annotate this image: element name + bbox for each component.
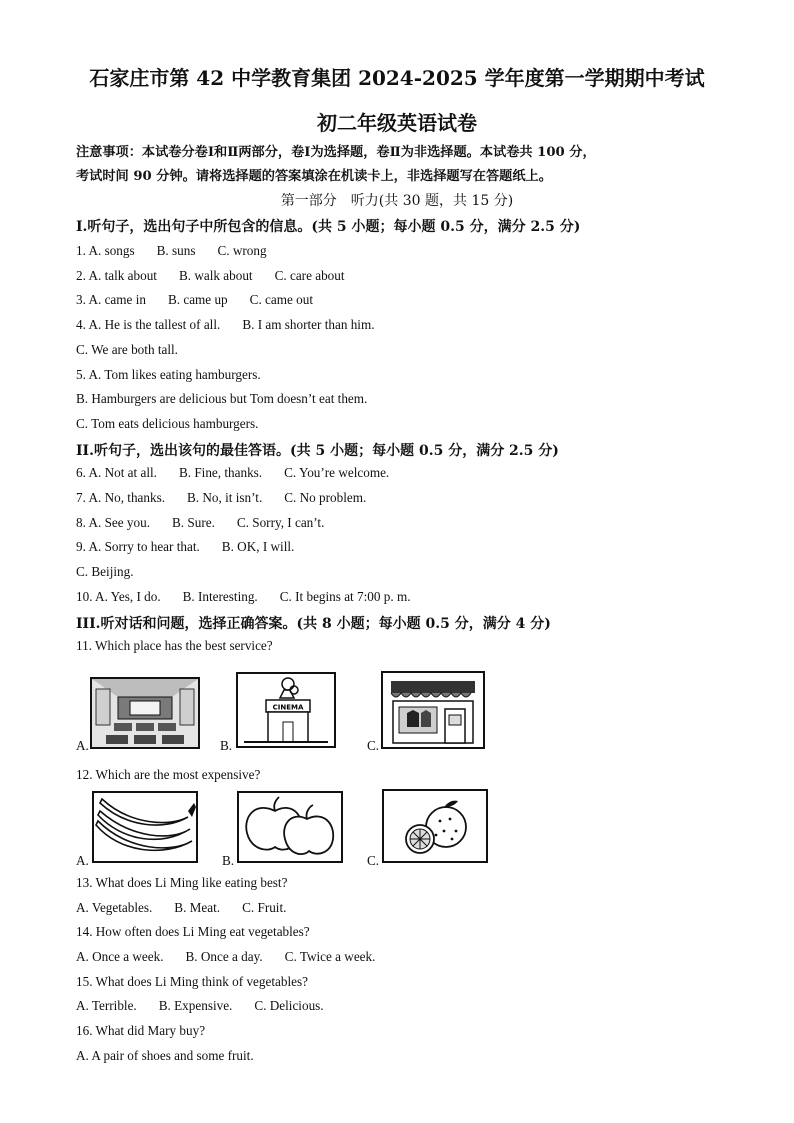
option-c: C. Fruit. <box>242 900 287 915</box>
clothes-store-picture <box>381 671 485 749</box>
option-b: B. walk about <box>178 268 253 283</box>
question-9-option-c: C. Beijing. <box>76 564 134 579</box>
option-b: B. Once a day. <box>185 949 263 964</box>
picture-label-c: C. <box>367 738 380 753</box>
exam-title: 石家庄市第 42 中学教育集团 2024-2025 学年度第一学期期中考试 <box>89 66 705 90</box>
question-16: 16. What did Mary buy? <box>76 1023 206 1038</box>
option-b: B. I am shorter than him. <box>242 317 375 332</box>
option-b: B. Sure. <box>172 515 215 530</box>
option-c: C. It begins at 7:00 p. m. <box>279 589 411 604</box>
option-a: 9. A. Sorry to hear that. <box>76 539 200 554</box>
option-a: 8. A. See you. <box>76 515 150 530</box>
question-5-option-b: B. Hamburgers are delicious but Tom doesn’t eat them. <box>76 391 368 406</box>
option-a: 3. A. came in <box>76 292 146 307</box>
question-15: 15. What does Li Ming think of vegetables? <box>76 974 308 989</box>
question-10 <box>76 589 433 605</box>
question-13-options <box>76 900 308 916</box>
option-a: 7. A. No, thanks. <box>76 490 166 505</box>
notice-line-2: 考试时间 90 分钟。请将选择题的答案填涂在机读卡上，非选择题写在答题纸上。 <box>76 169 552 184</box>
notice-line-1: 注意事项：本试卷分卷Ⅰ和Ⅱ两部分，卷Ⅰ为选择题，卷Ⅱ为非选择题。本试卷共 100 分， <box>76 145 596 160</box>
question-5-option-a: 5. A. Tom likes eating hamburgers. <box>76 367 261 382</box>
option-c: C. You’re welcome. <box>284 465 390 480</box>
option-c: C. wrong <box>217 243 267 258</box>
option-c: C. No problem. <box>284 490 367 505</box>
option-b: B. Expensive. <box>158 998 233 1013</box>
question-14: 14. How often does Li Ming eat vegetables? <box>76 924 310 939</box>
question-2 <box>76 268 367 284</box>
option-c: C. Delicious. <box>254 998 324 1013</box>
section-heading-2: II.听句子，选出该句的最佳答语。(共 5 小题；每小题 0.5 分，满分 2.5 分) <box>76 443 559 459</box>
option-a: 2. A. talk about <box>76 268 157 283</box>
option-a: 6. A. Not at all. <box>76 465 157 480</box>
cinema-sign: CINEMA <box>272 703 304 712</box>
question-3 <box>76 292 335 308</box>
notice <box>76 141 726 189</box>
question-15-options <box>76 998 346 1014</box>
question-4 <box>76 317 397 333</box>
option-b: B. Fine, thanks. <box>178 465 263 480</box>
question-14-options <box>76 949 397 965</box>
question-1 <box>76 243 289 259</box>
question-4-option-c: C. We are both tall. <box>76 342 178 357</box>
option-b: B. Interesting. <box>182 589 258 604</box>
option-a: 1. A. songs <box>76 243 135 258</box>
section-heading-1: I.听句子，选出句子中所包含的信息。(共 5 小题；每小题 0.5 分，满分 2.5 分) <box>76 219 581 235</box>
option-b: B. suns <box>156 243 196 258</box>
question-5-option-c: C. Tom eats delicious hamburgers. <box>76 416 259 431</box>
picture-label-c: C. <box>367 853 380 868</box>
picture-label-b: B. <box>222 853 235 868</box>
option-a: A. Terrible. <box>76 998 137 1013</box>
classroom-picture <box>90 677 200 749</box>
option-b: B. OK, I will. <box>221 539 295 554</box>
option-b: B. came up <box>167 292 228 307</box>
section-heading-3: III.听对话和问题，选择正确答案。(共 8 小题；每小题 0.5 分，满分 4 分) <box>76 616 551 632</box>
question-12: 12. Which are the most expensive? <box>76 767 261 782</box>
option-a: A. Once a week. <box>76 949 164 964</box>
option-a: A. Vegetables. <box>76 900 153 915</box>
picture-label-a: A. <box>76 853 89 868</box>
picture-label-a: A. <box>76 738 89 753</box>
option-c: C. came out <box>249 292 314 307</box>
option-b: B. Meat. <box>174 900 221 915</box>
option-c: C. Sorry, I can’t. <box>236 515 325 530</box>
question-6 <box>76 465 411 481</box>
bananas-picture <box>92 791 198 863</box>
option-a: 4. A. He is the tallest of all. <box>76 317 221 332</box>
exam-subtitle: 初二年级英语试卷 <box>317 111 477 135</box>
option-c: C. care about <box>274 268 345 283</box>
question-8 <box>76 515 346 531</box>
question-7 <box>76 490 388 506</box>
question-9 <box>76 539 316 555</box>
oranges-picture <box>382 789 488 863</box>
option-b: B. No, it isn’t. <box>187 490 263 505</box>
cinema-picture <box>236 672 336 748</box>
question-13: 13. What does Li Ming like eating best? <box>76 875 288 890</box>
part-heading: 第一部分 听力(共 30 题，共 15 分) <box>280 193 514 209</box>
picture-label-b: B. <box>220 738 233 753</box>
question-11: 11. Which place has the best service? <box>76 638 273 653</box>
apples-picture <box>237 791 343 863</box>
question-16-option-a: A. A pair of shoes and some fruit. <box>76 1048 254 1063</box>
option-a: 10. A. Yes, I do. <box>76 589 161 604</box>
option-c: C. Twice a week. <box>284 949 376 964</box>
